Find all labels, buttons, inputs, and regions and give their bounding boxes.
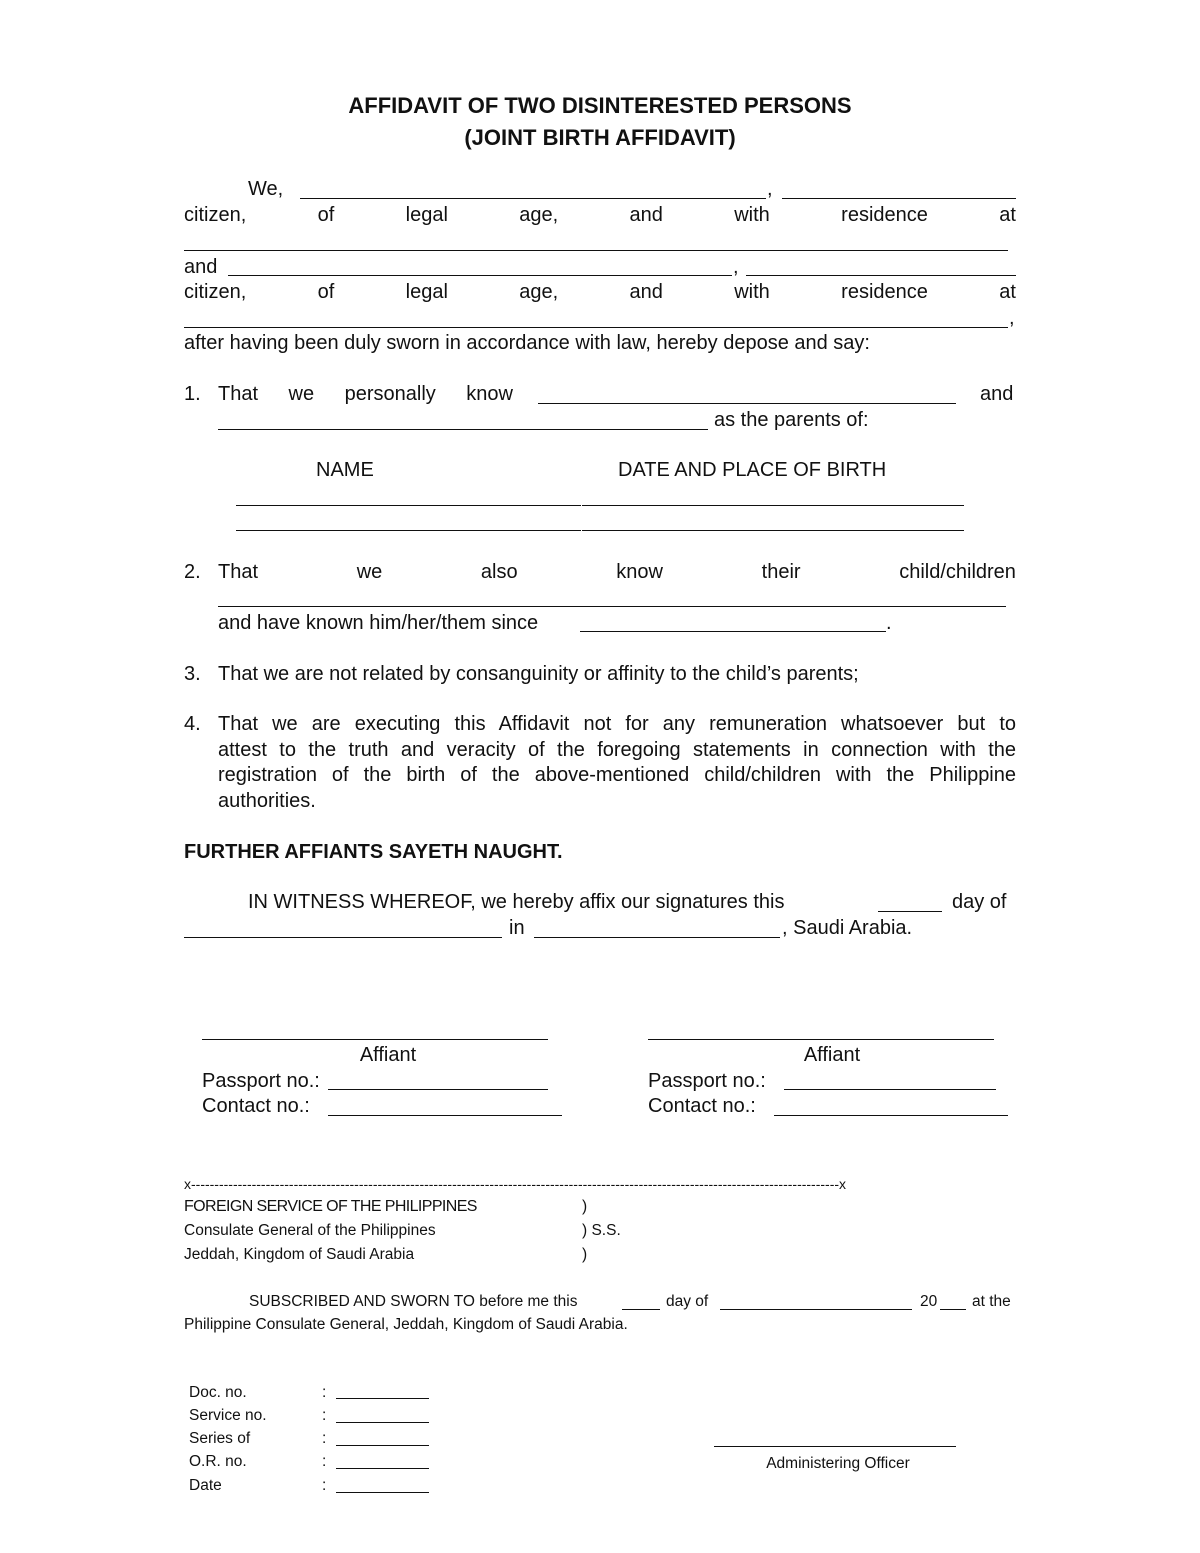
subscribed-month-blank[interactable]: [720, 1309, 912, 1310]
item-2-word: That: [218, 561, 259, 583]
item-1-word: personally: [344, 383, 436, 405]
affiant-2-passport-blank[interactable]: [784, 1089, 996, 1090]
witness-text: IN WITNESS WHEREOF, we hereby affix our signatures this: [248, 891, 785, 913]
separator-line: x-------------------------------------------------------------------------------------------------------------------------------------------x: [184, 1176, 847, 1192]
witness-day-of: day of: [952, 891, 1007, 913]
child-name-blank[interactable]: [236, 505, 581, 506]
affiant1-citizenship-blank[interactable]: [782, 198, 1016, 199]
administering-officer-label: Administering Officer: [766, 1455, 910, 1472]
or-no-label: O.R. no.: [189, 1453, 247, 1470]
comma: ,: [1009, 307, 1015, 329]
affiant2-name-blank[interactable]: [228, 275, 732, 276]
citizen-word: of: [317, 204, 335, 226]
service-no-colon: :: [322, 1407, 327, 1424]
item-1-text: [218, 381, 513, 407]
item-3-text: That we are not related by consanguinity or affinity to the child’s parents;: [218, 663, 859, 685]
doc-no-blank[interactable]: [336, 1398, 429, 1399]
item-4-line: authorities.: [218, 790, 316, 812]
venue-line-2: Consulate General of the Philippines: [184, 1222, 436, 1239]
series-of-label: Series of: [189, 1430, 251, 1447]
affiant-1-passport-blank[interactable]: [328, 1089, 548, 1090]
citizen-line-2: [184, 279, 1016, 305]
child-birth-blank[interactable]: [582, 505, 964, 506]
witness-city-blank[interactable]: [534, 937, 780, 938]
citizen-word: citizen,: [184, 204, 247, 226]
or-no-colon: :: [322, 1453, 327, 1470]
venue-ss: ) S.S.: [582, 1222, 621, 1239]
date-label: Date: [189, 1477, 222, 1494]
parent1-name-blank[interactable]: [538, 403, 956, 404]
subscribed-day-of: day of: [666, 1293, 709, 1310]
venue-paren-1: ): [582, 1198, 588, 1215]
citizen-word: of: [317, 281, 335, 303]
subscribed-year-blank[interactable]: [940, 1309, 966, 1310]
item-2-word: child/children: [899, 561, 1016, 583]
citizen-word: legal: [405, 281, 448, 303]
item-1-number: 1.: [184, 383, 201, 405]
series-of-colon: :: [322, 1430, 327, 1447]
witness-month-blank[interactable]: [184, 937, 502, 938]
citizen-word: citizen,: [184, 281, 247, 303]
item-2-word: we: [356, 561, 383, 583]
doc-no-label: Doc. no.: [189, 1384, 247, 1401]
citizen-word: with: [734, 281, 770, 303]
child-name-blank[interactable]: [236, 530, 581, 531]
known-since-label: and have known him/her/them since: [218, 612, 539, 634]
affiant-1-passport-label: Passport no.:: [202, 1070, 320, 1092]
children-names-blank[interactable]: [218, 606, 1006, 607]
comma: ,: [767, 178, 773, 200]
venue-line-3: Jeddah, Kingdom of Saudi Arabia: [184, 1246, 415, 1263]
affiant-1-label: Affiant: [359, 1044, 417, 1066]
citizen-word: residence: [841, 204, 928, 226]
item-4-number: 4.: [184, 713, 201, 735]
citizen-word: residence: [841, 281, 928, 303]
witness-day-blank[interactable]: [878, 911, 942, 912]
service-no-blank[interactable]: [336, 1422, 429, 1423]
item-1-word: That: [218, 383, 259, 405]
witness-saudi: , Saudi Arabia.: [782, 917, 913, 939]
item-2-word: their: [761, 561, 801, 583]
item-3-number: 3.: [184, 663, 201, 685]
affiant-1-contact-label: Contact no.:: [202, 1095, 310, 1117]
item-4-line: attest to the truth and veracity of the foregoing statements in connection with the: [218, 739, 1016, 761]
witness-in: in: [509, 917, 525, 939]
citizen-word: at: [999, 204, 1016, 226]
item-2-word: know: [616, 561, 663, 583]
date-colon: :: [322, 1477, 327, 1494]
parents-of-label: as the parents of:: [714, 409, 869, 431]
citizen-word: and: [629, 281, 663, 303]
service-no-label: Service no.: [189, 1407, 267, 1424]
affiant2-citizenship-blank[interactable]: [746, 275, 1016, 276]
affiant-1-contact-blank[interactable]: [328, 1115, 562, 1116]
item-2-word: also: [480, 561, 518, 583]
item-1-word: know: [466, 383, 513, 405]
citizen-word: legal: [405, 204, 448, 226]
citizen-line-1: [184, 202, 1016, 228]
further-affiants: FURTHER AFFIANTS SAYETH NAUGHT.: [184, 841, 563, 863]
citizen-word: and: [629, 204, 663, 226]
sworn-statement: after having been duly sworn in accordance with law, hereby depose and say:: [184, 332, 870, 354]
and-label: and: [184, 256, 218, 278]
affiant-2-label: Affiant: [803, 1044, 861, 1066]
citizen-word: at: [999, 281, 1016, 303]
title-line-2: (JOINT BIRTH AFFIDAVIT): [464, 125, 736, 150]
subscribed-line-2: Philippine Consulate General, Jeddah, Kingdom of Saudi Arabia.: [184, 1316, 628, 1333]
affiant-2-contact-blank[interactable]: [774, 1115, 1008, 1116]
item-4-line: That we are executing this Affidavit not for any remuneration whatsoever but to: [218, 713, 1016, 735]
subscribed-text: SUBSCRIBED AND SWORN TO before me this: [249, 1293, 578, 1310]
affiant1-residence-blank[interactable]: [184, 250, 1008, 251]
affiant-1-signature-line[interactable]: [202, 1039, 548, 1040]
comma: ,: [733, 256, 739, 278]
item-2-number: 2.: [184, 561, 201, 583]
affiant-2-passport-label: Passport no.:: [648, 1070, 766, 1092]
officer-signature-line[interactable]: [714, 1446, 956, 1447]
we-label: We,: [248, 178, 284, 200]
item-1-and: and: [980, 383, 1014, 405]
known-since-blank[interactable]: [580, 631, 886, 632]
title-line-1: AFFIDAVIT OF TWO DISINTERESTED PERSONS: [348, 93, 852, 118]
subscribed-at-the: at the: [972, 1293, 1011, 1310]
subscribed-day-blank[interactable]: [622, 1309, 660, 1310]
item-2-text: [218, 559, 1016, 585]
item-1-word: we: [288, 383, 315, 405]
item-4-line: registration of the birth of the above-mentioned child/children with the Philippine: [218, 764, 1016, 786]
or-no-blank[interactable]: [336, 1468, 429, 1469]
venue-paren-3: ): [582, 1246, 588, 1263]
venue-line-1: FOREIGN SERVICE OF THE PHILIPPINES: [184, 1198, 477, 1215]
column-date-place-header: DATE AND PLACE OF BIRTH: [618, 459, 887, 481]
column-name-header: NAME: [316, 459, 374, 481]
affiant-2-contact-label: Contact no.:: [648, 1095, 756, 1117]
series-of-blank[interactable]: [336, 1445, 429, 1446]
affiant1-name-blank[interactable]: [300, 198, 766, 199]
affiant2-residence-blank[interactable]: [184, 327, 1008, 328]
parent2-name-blank[interactable]: [218, 429, 708, 430]
doc-no-colon: :: [322, 1384, 327, 1401]
date-blank[interactable]: [336, 1492, 429, 1493]
child-birth-blank[interactable]: [582, 530, 964, 531]
citizen-word: age,: [519, 281, 559, 303]
citizen-word: with: [734, 204, 770, 226]
period: .: [886, 612, 892, 634]
subscribed-year-prefix: 20: [920, 1293, 938, 1310]
citizen-word: age,: [519, 204, 559, 226]
affiant-2-signature-line[interactable]: [648, 1039, 994, 1040]
